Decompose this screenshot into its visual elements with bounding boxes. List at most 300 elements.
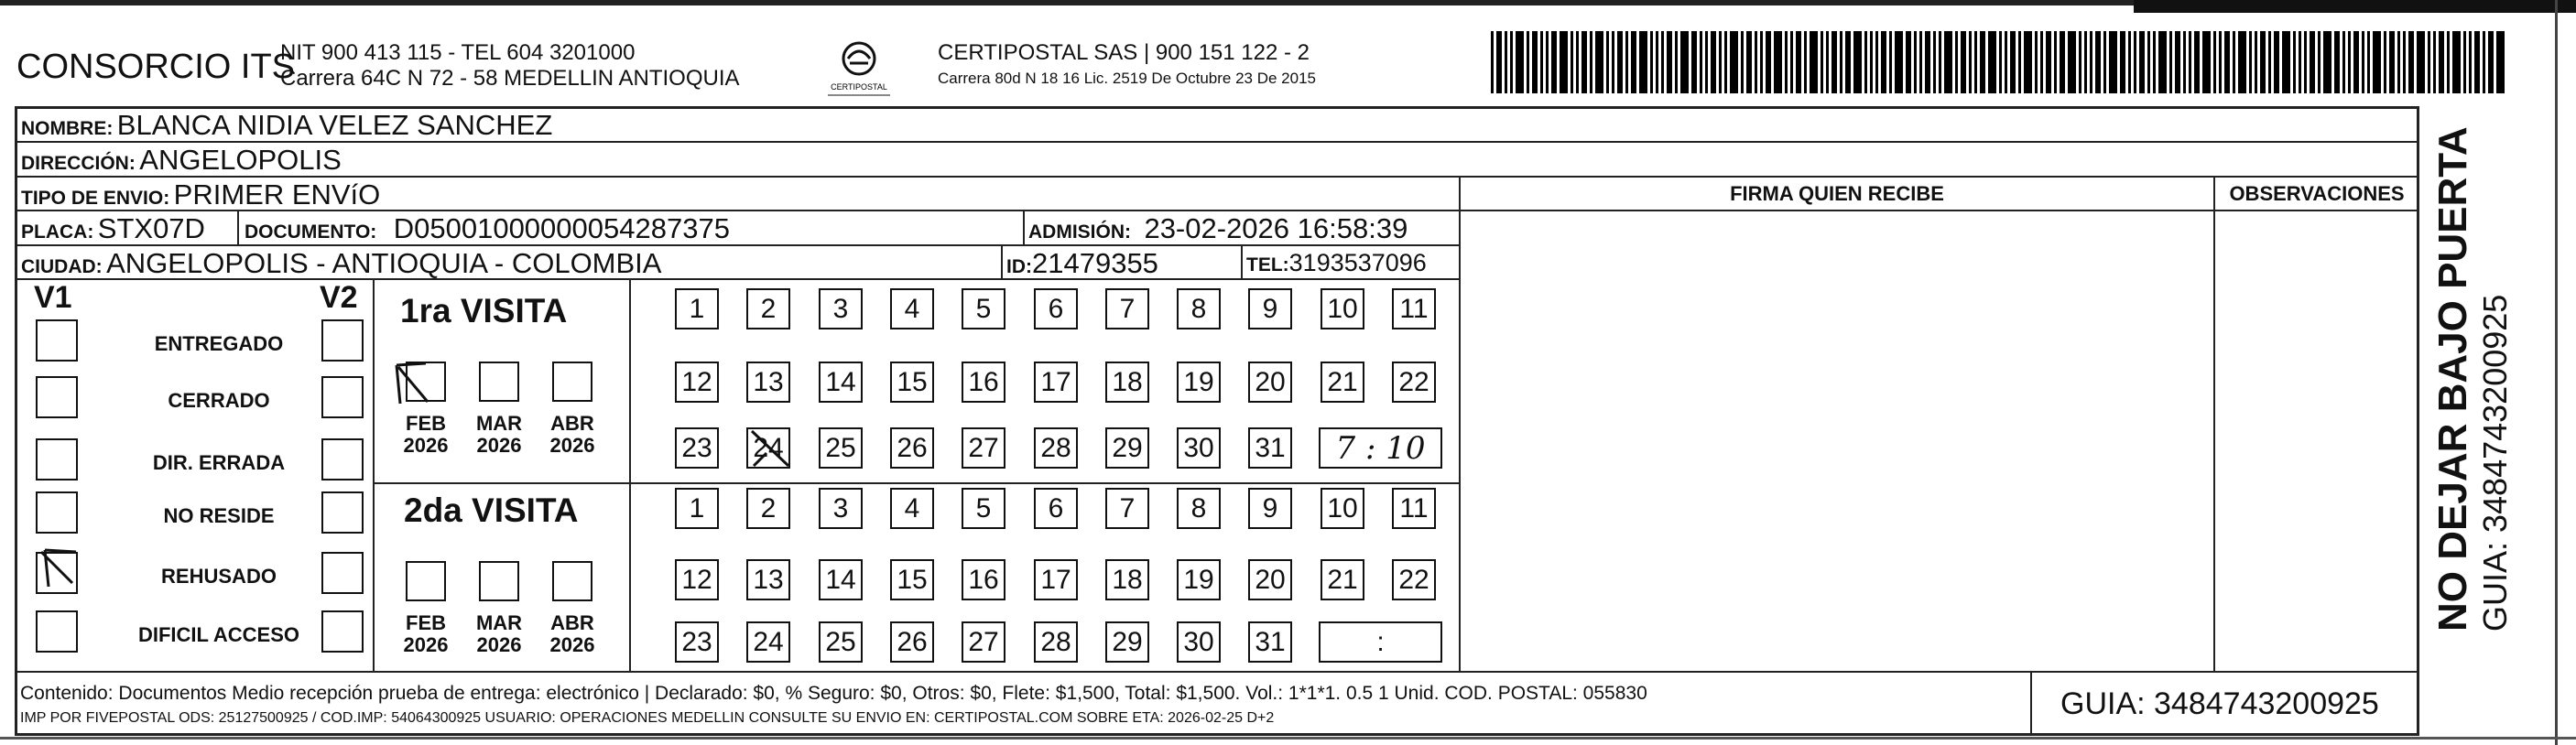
delivery-form	[15, 106, 2419, 736]
barcode-bar	[2139, 31, 2145, 93]
barcode-bar	[1667, 31, 1672, 93]
barcode-bar	[2274, 31, 2279, 93]
barcode-bar	[2403, 31, 2406, 93]
barcode-bar	[1540, 31, 1543, 93]
barcode-bar	[2213, 31, 2216, 93]
barcode-bar	[2282, 31, 2290, 93]
right-border	[2555, 0, 2558, 745]
status-label: DIFICIL ACCESO	[137, 623, 299, 646]
month-name: ABR	[550, 611, 594, 634]
visit2-day-box[interactable]: 23	[675, 621, 719, 663]
barcode-bar	[2452, 31, 2461, 93]
barcode-bar	[2233, 31, 2235, 93]
visit1-day-box[interactable]: 22	[1392, 362, 1436, 403]
barcode-bar	[2134, 31, 2136, 93]
visit1-day-box[interactable]: 7	[1105, 288, 1149, 329]
nombre-value: BLANCA NIDIA VELEZ SANCHEZ	[116, 109, 553, 141]
barcode-bar	[1625, 31, 1628, 93]
documento-value: D05001000000054287375	[393, 212, 730, 244]
address-line: Carrera 64C N 72 - 58 MEDELLIN ANTIOQUIA	[280, 66, 740, 91]
v1-checkbox[interactable]	[36, 610, 78, 653]
barcode-bar	[1571, 31, 1573, 93]
barcode-bar	[1724, 31, 1727, 93]
barcode-bar	[2060, 31, 2065, 93]
barcode-bar	[2054, 31, 2057, 93]
status-label: CERRADO	[168, 389, 270, 412]
barcode-bar	[2447, 31, 2450, 93]
visit1-title: 1ra VISITA	[400, 292, 568, 329]
barcode-bar	[1925, 31, 1930, 93]
visit1-day-box[interactable]: 4	[890, 288, 934, 329]
status-label: DIR. ERRADA	[152, 451, 286, 474]
barcode-bar	[2260, 31, 2266, 93]
barcode-bar	[2158, 31, 2167, 93]
barcode-bar	[2194, 31, 2200, 93]
barcode-bar	[2090, 31, 2092, 93]
barcode-bar	[1532, 31, 1538, 93]
visit1-day-box[interactable]: 8	[1177, 288, 1221, 329]
visit2-day-box[interactable]: 19	[1177, 559, 1221, 600]
visit1-day-box[interactable]: 11	[1392, 288, 1436, 329]
month-year: 2026	[476, 633, 522, 656]
barcode-bar	[2384, 31, 2386, 93]
barcode-bar	[1831, 31, 1837, 93]
barcode-bar	[2299, 31, 2301, 93]
visit1-day-box[interactable]: 15	[890, 362, 934, 403]
barcode-bar	[1895, 31, 1903, 93]
visit2-day-box[interactable]: 3	[819, 488, 863, 529]
barcode-bar	[2219, 31, 2222, 93]
barcode-bar	[2153, 31, 2156, 93]
side-text	[2430, 126, 2515, 632]
barcode-bar	[2397, 31, 2400, 93]
visit1-day-box[interactable]: 26	[890, 427, 934, 469]
v1-checkbox[interactable]	[36, 376, 78, 418]
barcode-bar	[2109, 31, 2117, 93]
barcode-bar	[2068, 31, 2076, 93]
footer-print-info: IMP POR FIVEPOSTAL ODS: 25127500925 / COD.IMP: 54064300925 USUARIO: OPERACIONES MEDELLIN CONSULTE SU ENVIO EN: CERTIPOSTAL.COM SOBRE ETA: 2026-02-25 D+2	[20, 710, 1275, 726]
ciudad-label: CIUDAD:	[21, 256, 103, 277]
barcode-bar	[1719, 31, 1722, 93]
barcode-bar	[2310, 31, 2315, 93]
v1-checkbox[interactable]	[36, 491, 78, 534]
barcode-bar	[2169, 31, 2172, 93]
barcode-bar	[1974, 31, 1977, 93]
visit2-day-box[interactable]: 9	[1248, 488, 1292, 529]
top-border-thick	[2134, 0, 2576, 13]
barcode-bar	[2035, 31, 2038, 93]
visit2-day-box[interactable]: 10	[1321, 488, 1364, 529]
visit2-day-box[interactable]: 1	[675, 488, 719, 529]
barcode-bar	[1576, 31, 1579, 93]
month-name: MAR	[475, 412, 523, 435]
v2-checkbox[interactable]	[321, 552, 364, 594]
placa-field	[21, 212, 205, 245]
visit2-day-box[interactable]: 29	[1105, 621, 1149, 663]
observaciones-header: OBSERVACIONES	[2229, 182, 2405, 205]
month-year: 2026	[403, 434, 449, 457]
admision-field	[1028, 212, 1408, 245]
visit2-day-box[interactable]: 4	[890, 488, 934, 529]
barcode-bar	[2469, 31, 2472, 93]
visit2-day-box[interactable]: 13	[746, 559, 790, 600]
barcode-bar	[1864, 31, 1867, 93]
visit2-day-box[interactable]: 15	[890, 559, 934, 600]
barcode-bar	[2079, 31, 2081, 93]
barcode-bar	[1810, 31, 1818, 93]
visit2-day-box[interactable]: 31	[1248, 621, 1292, 663]
visit2-day-box[interactable]: 30	[1177, 621, 1221, 663]
barcode-bar	[1933, 31, 1936, 93]
barcode-bar	[1906, 31, 1911, 93]
footer-guia: GUIA: 3484743200925	[2060, 686, 2379, 721]
visit2-day-box[interactable]: 25	[819, 621, 863, 663]
barcode-bar	[2183, 31, 2186, 93]
barcode-bar	[1840, 31, 1842, 93]
barcode-bar	[1755, 31, 1757, 93]
barcode-bar	[2408, 31, 2414, 93]
visit2-day-box[interactable]: 20	[1248, 559, 1292, 600]
nombre-label: NOMBRE:	[21, 118, 114, 139]
barcode-bar	[1516, 31, 1524, 93]
admision-value: 23-02-2026 16:58:39	[1144, 212, 1408, 244]
barcode-bar	[1617, 31, 1623, 93]
dir-errada-handwritten-mark	[36, 545, 82, 590]
visit2-day-box[interactable]: 26	[890, 621, 934, 663]
visit1-month-label	[398, 413, 453, 457]
visit2-month-label	[398, 612, 453, 656]
tipo-envio-value: PRIMER ENVíO	[173, 178, 381, 211]
documento-label: DOCUMENTO:	[245, 221, 377, 243]
barcode-bar	[2024, 31, 2032, 93]
tel-value: 3193537096	[1288, 249, 1427, 276]
barcode-bar	[2005, 31, 2007, 93]
visit2-month-checkbox[interactable]	[406, 561, 446, 601]
barcode-bar	[2304, 31, 2307, 93]
ciudad-field	[21, 247, 661, 280]
visit1-day-box[interactable]: 16	[962, 362, 1005, 403]
visit1-month-checkbox[interactable]	[479, 362, 519, 402]
barcode-bar	[1656, 31, 1658, 93]
side-warning: NO DEJAR BAJO PUERTA	[2430, 126, 2475, 632]
v2-checkbox[interactable]	[321, 376, 364, 418]
visit1-time-box[interactable]: 7 : 10	[1319, 427, 1442, 469]
barcode-bar	[2318, 31, 2321, 93]
barcode-bar	[1691, 31, 1697, 93]
certipostal-sub: Carrera 80d N 18 16 Lic. 2519 De Octubre 23 De 2015	[938, 70, 1316, 87]
visit2-day-box[interactable]: 14	[819, 559, 863, 600]
admision-label: ADMISIÓN:	[1028, 221, 1131, 243]
visit2-month-checkbox[interactable]	[552, 561, 592, 601]
barcode-bar	[2268, 31, 2271, 93]
id-label: ID:	[1006, 256, 1032, 277]
barcode-bar	[1560, 31, 1568, 93]
barcode-bar	[1639, 31, 1647, 93]
barcode-bar	[2362, 31, 2364, 93]
barcode-bar	[1774, 31, 1782, 93]
visit2-day-box[interactable]: 28	[1034, 621, 1078, 663]
certipostal-line: CERTIPOSTAL SAS | 900 151 122 - 2	[938, 40, 1310, 65]
barcode-bar	[1491, 31, 1494, 93]
direccion-row	[21, 144, 342, 177]
month-year: 2026	[549, 633, 595, 656]
barcode-bar	[2496, 31, 2505, 93]
company-name: CONSORCIO ITS	[16, 48, 296, 86]
barcode-bar	[2428, 31, 2430, 93]
barcode-bar	[1661, 31, 1664, 93]
visit1-month-label	[472, 413, 527, 457]
placa-label: PLACA:	[21, 221, 94, 243]
visit1-month-label	[545, 413, 600, 457]
tipo-envio-label: TIPO DE ENVIO:	[21, 188, 170, 209]
visit1-day-box[interactable]: 1	[675, 288, 719, 329]
visit1-day-box[interactable]: 6	[1034, 288, 1078, 329]
barcode-bar	[2018, 31, 2021, 93]
barcode-bar	[1804, 31, 1807, 93]
barcode-bar	[1919, 31, 1922, 93]
barcode-bar	[1881, 31, 1886, 93]
company-info	[280, 40, 740, 92]
documento-field	[245, 212, 730, 245]
v1-header: V1	[34, 280, 72, 315]
barcode-bar	[1612, 31, 1614, 93]
visit2-day-box[interactable]: 16	[962, 559, 1005, 600]
month-name: FEB	[406, 412, 446, 435]
visit2-day-box[interactable]: 6	[1034, 488, 1078, 529]
barcode-bar	[1590, 31, 1592, 93]
barcode-bar	[1955, 31, 1958, 93]
barcode-bar	[1999, 31, 2002, 93]
visit2-month-label	[545, 612, 600, 656]
certipostal-logo	[822, 38, 896, 101]
visit2-day-box[interactable]: 7	[1105, 488, 1149, 529]
visit2-day-box[interactable]: 5	[962, 488, 1005, 529]
barcode-bar	[1790, 31, 1793, 93]
nit-line: NIT 900 413 115 - TEL 604 3201000	[280, 40, 636, 65]
visit1-day-box[interactable]: 30	[1177, 427, 1221, 469]
barcode-bar	[2128, 31, 2131, 93]
barcode-bar	[2095, 31, 2101, 93]
barcode-bar	[1760, 31, 1763, 93]
visit2-time-box[interactable]: :	[1319, 621, 1442, 663]
barcode-bar	[2433, 31, 2436, 93]
barcode-bar	[1730, 31, 1738, 93]
barcode-bar	[1551, 31, 1557, 93]
barcode-bar	[1595, 31, 1603, 93]
barcode-bar	[2417, 31, 2425, 93]
barcode-bar	[1939, 31, 1941, 93]
visit1-day-box[interactable]: 31	[1248, 427, 1292, 469]
visit1-day-box[interactable]: 13	[746, 362, 790, 403]
barcode-bar	[1510, 31, 1513, 93]
visit2-day-box[interactable]: 17	[1034, 559, 1078, 600]
barcode-bar	[2249, 31, 2252, 93]
visit1-day-box[interactable]: 29	[1105, 427, 1149, 469]
barcode	[1491, 31, 2521, 93]
barcode-bar	[1700, 31, 1702, 93]
barcode-bar	[1711, 31, 1716, 93]
visit2-day-box[interactable]: 18	[1105, 559, 1149, 600]
visit2-day-box[interactable]: 22	[1392, 559, 1436, 600]
footer-content: Contenido: Documentos Medio recepción prueba de entrega: electrónico | Declarado: $0, % Seguro: $0, Otros: $0, Flete: $1,500, Total: $1,500. Vol.: 1*1*1. 0.5 1 Unid. COD. POSTAL: 055830	[20, 683, 1647, 704]
visit2-day-box[interactable]: 2	[746, 488, 790, 529]
barcode-bar	[1705, 31, 1708, 93]
visit1-day-box[interactable]: 14	[819, 362, 863, 403]
visit1-day-box[interactable]: 3	[819, 288, 863, 329]
barcode-bar	[1785, 31, 1788, 93]
barcode-bar	[1746, 31, 1752, 93]
visit1-day-box[interactable]: 10	[1321, 288, 1364, 329]
barcode-bar	[1845, 31, 1851, 93]
certipostal-info	[938, 40, 1316, 92]
v2-checkbox[interactable]	[321, 438, 364, 480]
barcode-bar	[1969, 31, 1972, 93]
barcode-bar	[1988, 31, 1996, 93]
month-name: ABR	[550, 412, 594, 435]
day24-handwritten-mark	[748, 426, 794, 471]
barcode-bar	[2040, 31, 2043, 93]
nombre-row	[21, 109, 552, 142]
barcode-bar	[2255, 31, 2257, 93]
barcode-bar	[1796, 31, 1801, 93]
barcode-bar	[2293, 31, 2296, 93]
barcode-bar	[1944, 31, 1952, 93]
barcode-bar	[1821, 31, 1823, 93]
visit2-day-box[interactable]: 21	[1321, 559, 1364, 600]
barcode-bar	[1875, 31, 1878, 93]
month-year: 2026	[476, 434, 522, 457]
barcode-bar	[1606, 31, 1609, 93]
visit1-day-box[interactable]: 20	[1248, 362, 1292, 403]
barcode-bar	[2474, 31, 2480, 93]
barcode-bar	[2348, 31, 2351, 93]
feb-visit1-handwritten-mark	[391, 362, 437, 407]
barcode-bar	[1680, 31, 1689, 93]
visit2-day-box[interactable]: 11	[1392, 488, 1436, 529]
barcode-bar	[2189, 31, 2191, 93]
barcode-bar	[2010, 31, 2016, 93]
status-label: ENTREGADO	[154, 332, 284, 355]
visit1-day-box[interactable]: 27	[962, 427, 1005, 469]
barcode-bar	[1581, 31, 1587, 93]
barcode-bar	[2439, 31, 2444, 93]
barcode-bar	[2046, 31, 2051, 93]
barcode-bar	[1980, 31, 1985, 93]
logo-text: CERTIPOSTAL	[831, 82, 887, 92]
visit1-day-box[interactable]: 21	[1321, 362, 1364, 403]
v2-header: V2	[320, 280, 358, 315]
visit2-month-label	[472, 612, 527, 656]
visit1-day-box[interactable]: 24	[746, 427, 790, 469]
barcode-bar	[1961, 31, 1966, 93]
barcode-bar	[2463, 31, 2466, 93]
barcode-bar	[1766, 31, 1771, 93]
barcode-bar	[2120, 31, 2125, 93]
barcode-bar	[2224, 31, 2230, 93]
visit2-day-box[interactable]: 12	[675, 559, 719, 600]
visit1-day-box[interactable]: 5	[962, 288, 1005, 329]
visit2-day-box[interactable]: 27	[962, 621, 1005, 663]
tel-field	[1246, 249, 1427, 277]
barcode-bar	[2103, 31, 2106, 93]
month-year: 2026	[549, 434, 595, 457]
visit1-day-box[interactable]: 9	[1248, 288, 1292, 329]
barcode-bar	[1505, 31, 1507, 93]
status-label: REHUSADO	[161, 565, 277, 588]
v2-checkbox[interactable]	[321, 319, 364, 362]
visit1-day-box[interactable]: 25	[819, 427, 863, 469]
month-name: FEB	[406, 611, 446, 634]
barcode-bar	[2367, 31, 2370, 93]
id-value: 21479355	[1032, 247, 1158, 279]
visit2-title: 2da VISITA	[404, 491, 579, 529]
v1-checkbox[interactable]	[36, 319, 78, 362]
visit1-day-box[interactable]: 28	[1034, 427, 1078, 469]
barcode-bar	[1546, 31, 1549, 93]
barcode-bar	[2483, 31, 2485, 93]
barcode-bar	[2202, 31, 2211, 93]
visit1-day-box[interactable]: 19	[1177, 362, 1221, 403]
barcode-bar	[1496, 31, 1502, 93]
visit1-day-box[interactable]: 23	[675, 427, 719, 469]
side-guia: GUIA: 3484743200925	[2476, 294, 2514, 632]
barcode-bar	[2084, 31, 2087, 93]
barcode-bar	[1889, 31, 1892, 93]
barcode-bar	[2373, 31, 2381, 93]
tipo-envio-row	[21, 178, 380, 211]
month-name: MAR	[475, 611, 523, 634]
tel-label: TEL:	[1246, 254, 1289, 275]
v2-checkbox[interactable]	[321, 491, 364, 534]
visit1-month-checkbox[interactable]	[552, 362, 592, 402]
barcode-bar	[2389, 31, 2395, 93]
barcode-bar	[2323, 31, 2331, 93]
direccion-value: ANGELOPOLIS	[139, 144, 342, 176]
visit2-day-box[interactable]: 8	[1177, 488, 1221, 529]
barcode-bar	[1826, 31, 1829, 93]
visit1-day-box[interactable]: 2	[746, 288, 790, 329]
v1-checkbox[interactable]	[36, 438, 78, 480]
barcode-bar	[2238, 31, 2246, 93]
barcode-bar	[1675, 31, 1678, 93]
barcode-bar	[2353, 31, 2359, 93]
barcode-bar	[1527, 31, 1529, 93]
v2-checkbox[interactable]	[321, 610, 364, 653]
barcode-bar	[1631, 31, 1636, 93]
visit1-day-box[interactable]: 17	[1034, 362, 1078, 403]
firma-header: FIRMA QUIEN RECIBE	[1730, 182, 1944, 205]
barcode-bar	[1650, 31, 1653, 93]
bottom-border	[0, 737, 2576, 740]
direccion-label: DIRECCIÓN:	[21, 153, 136, 174]
barcode-bar	[1853, 31, 1862, 93]
barcode-bar	[2147, 31, 2150, 93]
barcode-bar	[2342, 31, 2345, 93]
barcode-bar	[1870, 31, 1873, 93]
id-field	[1006, 247, 1158, 280]
placa-value: STX07D	[97, 212, 205, 244]
status-label: NO RESIDE	[163, 504, 275, 527]
barcode-bar	[2175, 31, 2180, 93]
visit2-day-box[interactable]: 24	[746, 621, 790, 663]
visit1-day-box[interactable]: 12	[675, 362, 719, 403]
ciudad-value: ANGELOPOLIS - ANTIOQUIA - COLOMBIA	[106, 247, 662, 279]
visit2-month-checkbox[interactable]	[479, 561, 519, 601]
visit1-day-box[interactable]: 18	[1105, 362, 1149, 403]
month-year: 2026	[403, 633, 449, 656]
barcode-bar	[2488, 31, 2494, 93]
barcode-bar	[1741, 31, 1744, 93]
